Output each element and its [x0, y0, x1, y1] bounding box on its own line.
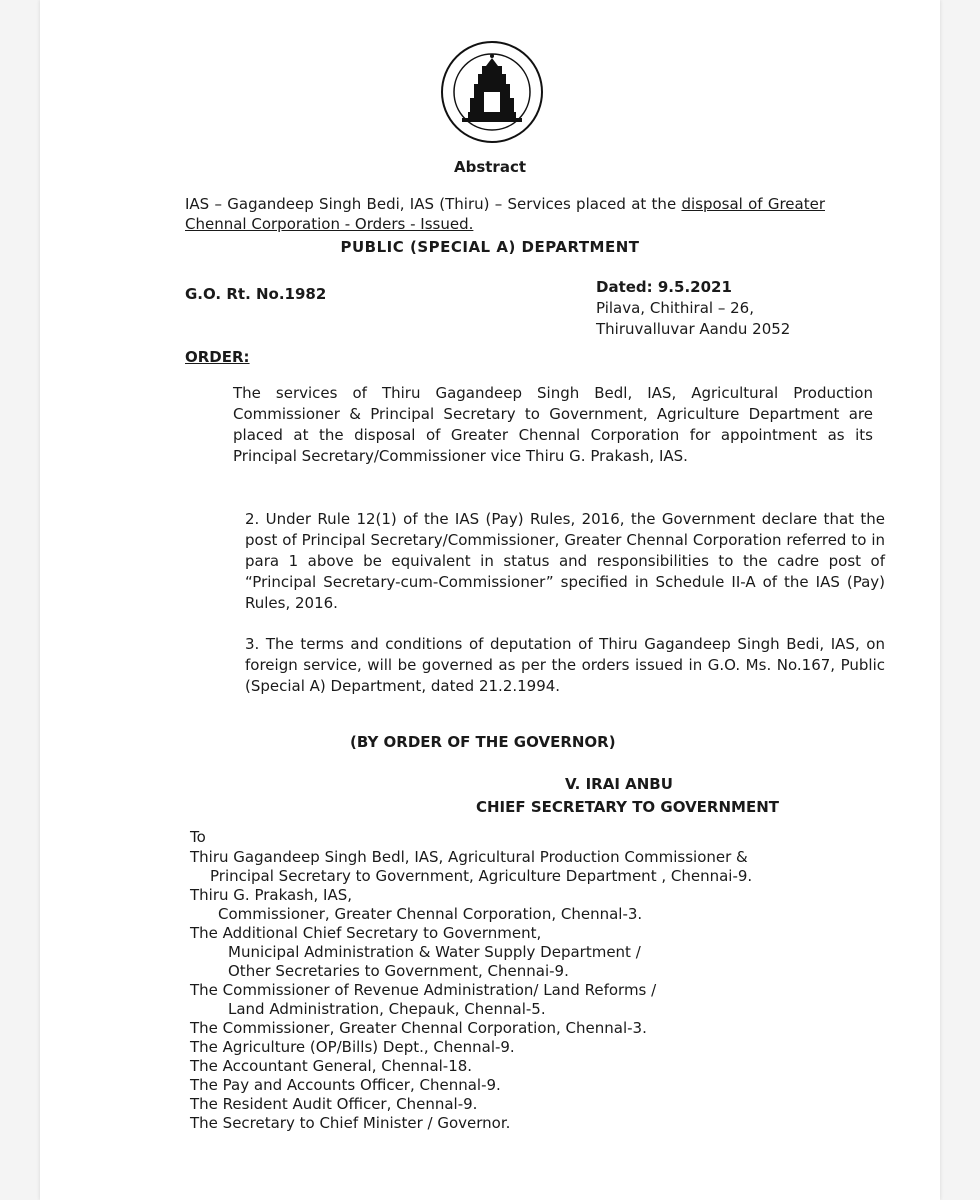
dated-block [596, 277, 790, 340]
addressee-line: Thiru Gagandeep Singh Bedl, IAS, Agricultural Production Commissioner & [190, 848, 748, 866]
addressee-line: The Commissioner, Greater Chennal Corporation, Chennal-3. [190, 1019, 647, 1037]
order-paragraph-2: 2. Under Rule 12(1) of the IAS (Pay) Rules, 2016, the Government declare that the post of Principal Secretary/Commissioner, Greater Chennal Corporation referred to in para 1 above be equivalent in status and responsibilities to the cadre post of “Principal Secretary-cum-Commissioner” specified in Schedule II-A of the IAS (Pay) Rules, 2016. [245, 510, 885, 612]
order-heading: ORDER: [185, 348, 250, 366]
addressee-line: The Commissioner of Revenue Administration/ Land Reforms / [190, 981, 657, 999]
abstract-heading: Abstract [453, 158, 527, 176]
document-page [40, 0, 940, 1200]
dated-tamil-date: Pilava, Chithiral – 26, [596, 299, 754, 317]
addressee-line: Other Secretaries to Government, Chennai-9. [228, 962, 569, 980]
order-paragraph-3: 3. The terms and conditions of deputation of Thiru Gagandeep Singh Bedi, IAS, on foreign service, will be governed as per the orders issued in G.O. Ms. No.167, Public (Special A) Department, dated 21.2.1994. [245, 635, 885, 695]
dated-date: Dated: 9.5.2021 [596, 278, 732, 296]
subject-line [185, 194, 825, 234]
subject-text: IAS – Gagandeep Singh Bedi, IAS (Thiru) – Services placed at the [185, 195, 677, 213]
addressee-line: Thiru G. Prakash, IAS, [190, 886, 353, 904]
addressee-line: Principal Secretary to Government, Agriculture Department , Chennai-9. [210, 867, 753, 885]
addressee-line: The Additional Chief Secretary to Government, [190, 924, 542, 942]
addressee-line: The Accountant General, Chennal-18. [190, 1057, 473, 1075]
go-number: G.O. Rt. No.1982 [185, 285, 327, 303]
dated-tamil-year: Thiruvalluvar Aandu 2052 [596, 320, 791, 338]
addressee-list [190, 848, 890, 1133]
tamil-nadu-government-emblem-icon [440, 40, 544, 144]
subject-underlined-text: disposal of Greater Chennal Corporation - Orders - Issued. [185, 195, 825, 233]
addressee-line: Land Administration, Chepauk, Chennal-5. [228, 1000, 546, 1018]
signatory-name: V. IRAI ANBU [565, 775, 673, 793]
to-label: To [190, 828, 206, 846]
addressee-line: The Agriculture (OP/Bills) Dept., Chennal-9. [190, 1038, 515, 1056]
addressee-line: Commissioner, Greater Chennal Corporation, Chennal-3. [218, 905, 643, 923]
addressee-line: Municipal Administration & Water Supply Department / [228, 943, 641, 961]
department-heading: PUBLIC (SPECIAL A) DEPARTMENT [340, 238, 640, 256]
order-paragraph-1: The services of Thiru Gagandeep Singh Bedl, IAS, Agricultural Production Commissioner & Principal Secretary to Government, Agriculture Department are placed at the disposal of Greater Chennal Corporation for appointment as its Principal Secretary/Commissioner vice Thiru G. Prakash, IAS. [233, 384, 873, 465]
addressee-line: The Pay and Accounts Officer, Chennal-9. [190, 1076, 501, 1094]
by-order-line: (BY ORDER OF THE GOVERNOR) [350, 733, 616, 751]
signatory-title: CHIEF SECRETARY TO GOVERNMENT [476, 798, 779, 816]
addressee-line: The Secretary to Chief Minister / Governor. [190, 1114, 511, 1132]
addressee-line: The Resident Audit Officer, Chennal-9. [190, 1095, 478, 1113]
